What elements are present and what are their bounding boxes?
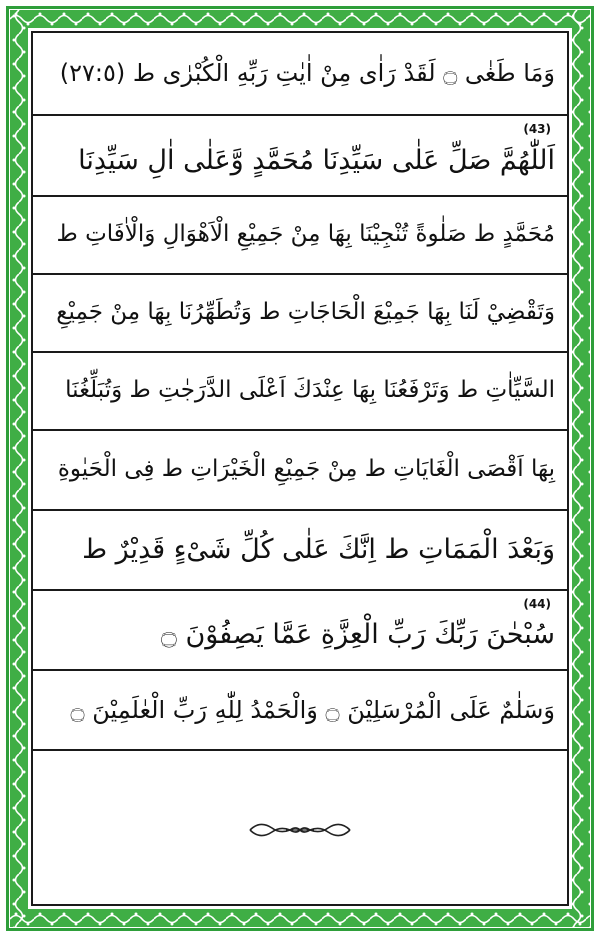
line-3-text: مُحَمَّدٍ ط صَلٰوةً تُنْجِيْنَا بِهَا مِنْ جَمِيْعِ الْاَهْوَالِ وَالْاٰفَاتِ ط	[56, 221, 555, 248]
line-9-text: وَسَلٰمٌ عَلَى الْمُرْسَلِيْنَ ۝ وَالْحَمْدُ لِلّٰهِ رَبِّ الْعٰلَمِيْنَ ۝	[70, 695, 555, 724]
verse-number-43: (43)	[523, 122, 551, 136]
verse-number-44: (44)	[523, 597, 551, 611]
text-line-2	[31, 116, 569, 197]
line-6-text: بِهَا اَقْصَى الْغَايَاتِ ط مِنْ جَمِيْعِ الْخَيْرَاتِ ط فِى الْحَيٰوةِ	[57, 456, 555, 483]
text-line-4	[31, 275, 569, 353]
text-line-1	[31, 33, 569, 116]
line-5-text: السَّيِّاٰتِ ط وَتَرْفَعُنَا بِهَا عِنْدَكَ اَعْلَى الدَّرَجٰتِ ط وَتُبَلِّغُنَا	[65, 377, 555, 404]
text-line-6	[31, 431, 569, 511]
text-line-9	[31, 671, 569, 751]
line-4-text: وَتَقْضِيْ لَنَا بِهَا جَمِيْعَ الْحَاجَاتِ ط وَتُطَهِّرُنَا بِهَا مِنْ جَمِيْعِ	[56, 299, 555, 326]
text-line-7	[31, 511, 569, 591]
text-line-5	[31, 353, 569, 431]
text-line-8	[31, 591, 569, 671]
line-2-text: اَللّٰهُمَّ صَلِّ عَلٰى سَيِّدِنَا مُحَمَّدٍ وَّعَلٰى اٰلِ سَيِّدِنَا	[78, 144, 555, 176]
text-line-3	[31, 197, 569, 275]
closing-ornament-icon	[240, 818, 360, 842]
line-1-text: وَمَا طَغٰى ۝ لَقَدْ رَاٰى مِنْ اٰيٰتِ رَبِّهِ الْكُبْرٰى ط (٢٧:٥)	[59, 59, 555, 88]
line-7-text: وَبَعْدَ الْمَمَاتِ ط اِنَّكَ عَلٰى كُلِّ شَىْءٍ قَدِيْرٌ ط	[82, 534, 555, 566]
line-8-text: سُبْحٰنَ رَبِّكَ رَبِّ الْعِزَّةِ عَمَّا يَصِفُوْنَ ۝	[161, 619, 555, 651]
